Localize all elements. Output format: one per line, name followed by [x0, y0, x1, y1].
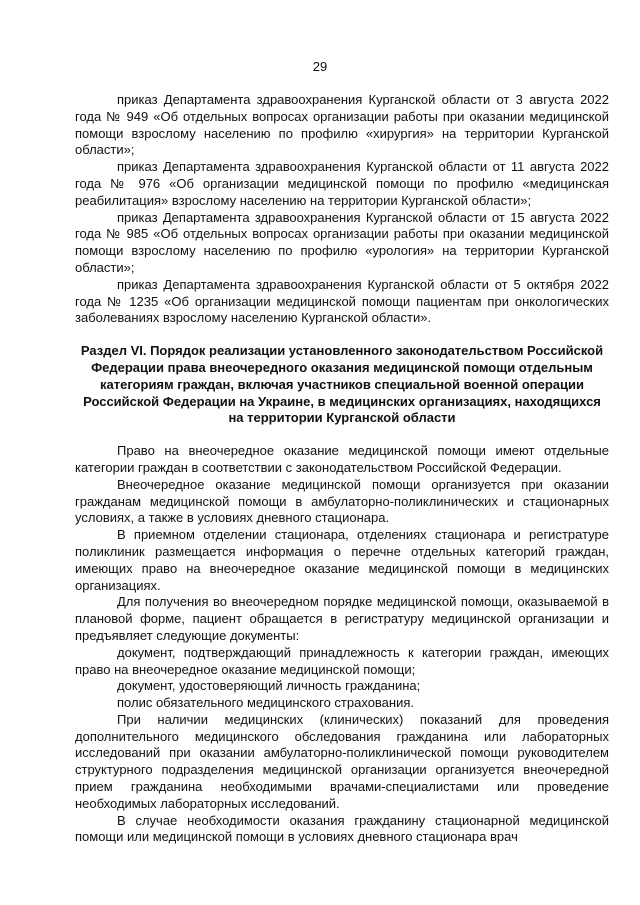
section-paragraph: Внеочередное оказание медицинской помощи организуется при оказании гражданам медицинской помощи в амбулаторно-поликлинических и стационарных условиях, а также в условиях дневного стационара.	[75, 476, 609, 526]
orders-list	[75, 92, 609, 846]
section-heading: Раздел VI. Порядок реализации установленного законодательством Российской Федерации права внеочередного оказания медицинской помощи отдельным категориям граждан, включая участников специальной военной операции Российской Федерации на Украине, в медицинских организациях, находящихся на территории Курганской области	[80, 343, 604, 426]
order-paragraph: приказ Департамента здравоохранения Курганской области от 15 августа 2022 года № 985 «Об отдельных вопросах организации работы при оказании медицинской помощи взрослому населению по профилю «урология» на территории Курганской области»;	[75, 209, 609, 275]
document-list-item: полис обязательного медицинского страхования.	[117, 695, 415, 711]
section-paragraph: Право на внеочередное оказание медицинской помощи имеют отдельные категории граждан в соответствии с законодательством Российской Федерации.	[75, 443, 609, 475]
document-list-item: документ, подтверждающий принадлежность к категории граждан, имеющих право на внеочередное оказание медицинской помощи;	[75, 644, 609, 677]
section-paragraph: При наличии медицинских (клинических) показаний для проведения дополнительного медицинского обследования гражданина или лабораторных исследований при оказании амбулаторно-поликлинической помощи руководителем структурного подразделения медицинской организации организуется внеочередной прием гражданина необходимыми врачами-специалистами или проведение необходимых лабораторных исследований.	[75, 711, 609, 811]
order-paragraph: приказ Департамента здравоохранения Курганской области от 5 октября 2022 года № 1235 «Об организации медицинской помощи пациентам при онкологических заболеваниях взрослому населению Курганской области».	[75, 276, 609, 326]
section-paragraph: Для получения во внеочередном порядке медицинской помощи, оказываемой в плановой форме, пациент обращается в регистратуру медицинской организации и предъявляет следующие документы:	[75, 594, 609, 643]
order-paragraph: приказ Департамента здравоохранения Курганской области от 11 августа 2022 года № 976 «Об организации медицинской помощи по профилю «медицинская реабилитация» взрослому населению на территории Курганской области»;	[75, 159, 609, 208]
section-body	[75, 443, 609, 846]
order-paragraph: приказ Департамента здравоохранения Курганской области от 3 августа 2022 года № 949 «Об отдельных вопросах организации работы при оказании медицинской помощи взрослому населению по профилю «хирургия» на территории Курганской области»;	[75, 92, 609, 158]
section-paragraph: В случае необходимости оказания гражданину стационарной медицинской помощи или медицинской помощи в условиях дневного стационара врач	[75, 812, 609, 845]
page-number: 29	[312, 59, 328, 74]
section-paragraph: В приемном отделении стационара, отделениях стационара и регистратуре поликлиник размещается информация о перечне отдельных категорий граждан, имеющих право на внеочередное оказание медицинской помощи в медицинских организациях.	[75, 527, 609, 593]
document-list-item: документ, удостоверяющий личность гражданина;	[117, 678, 421, 694]
